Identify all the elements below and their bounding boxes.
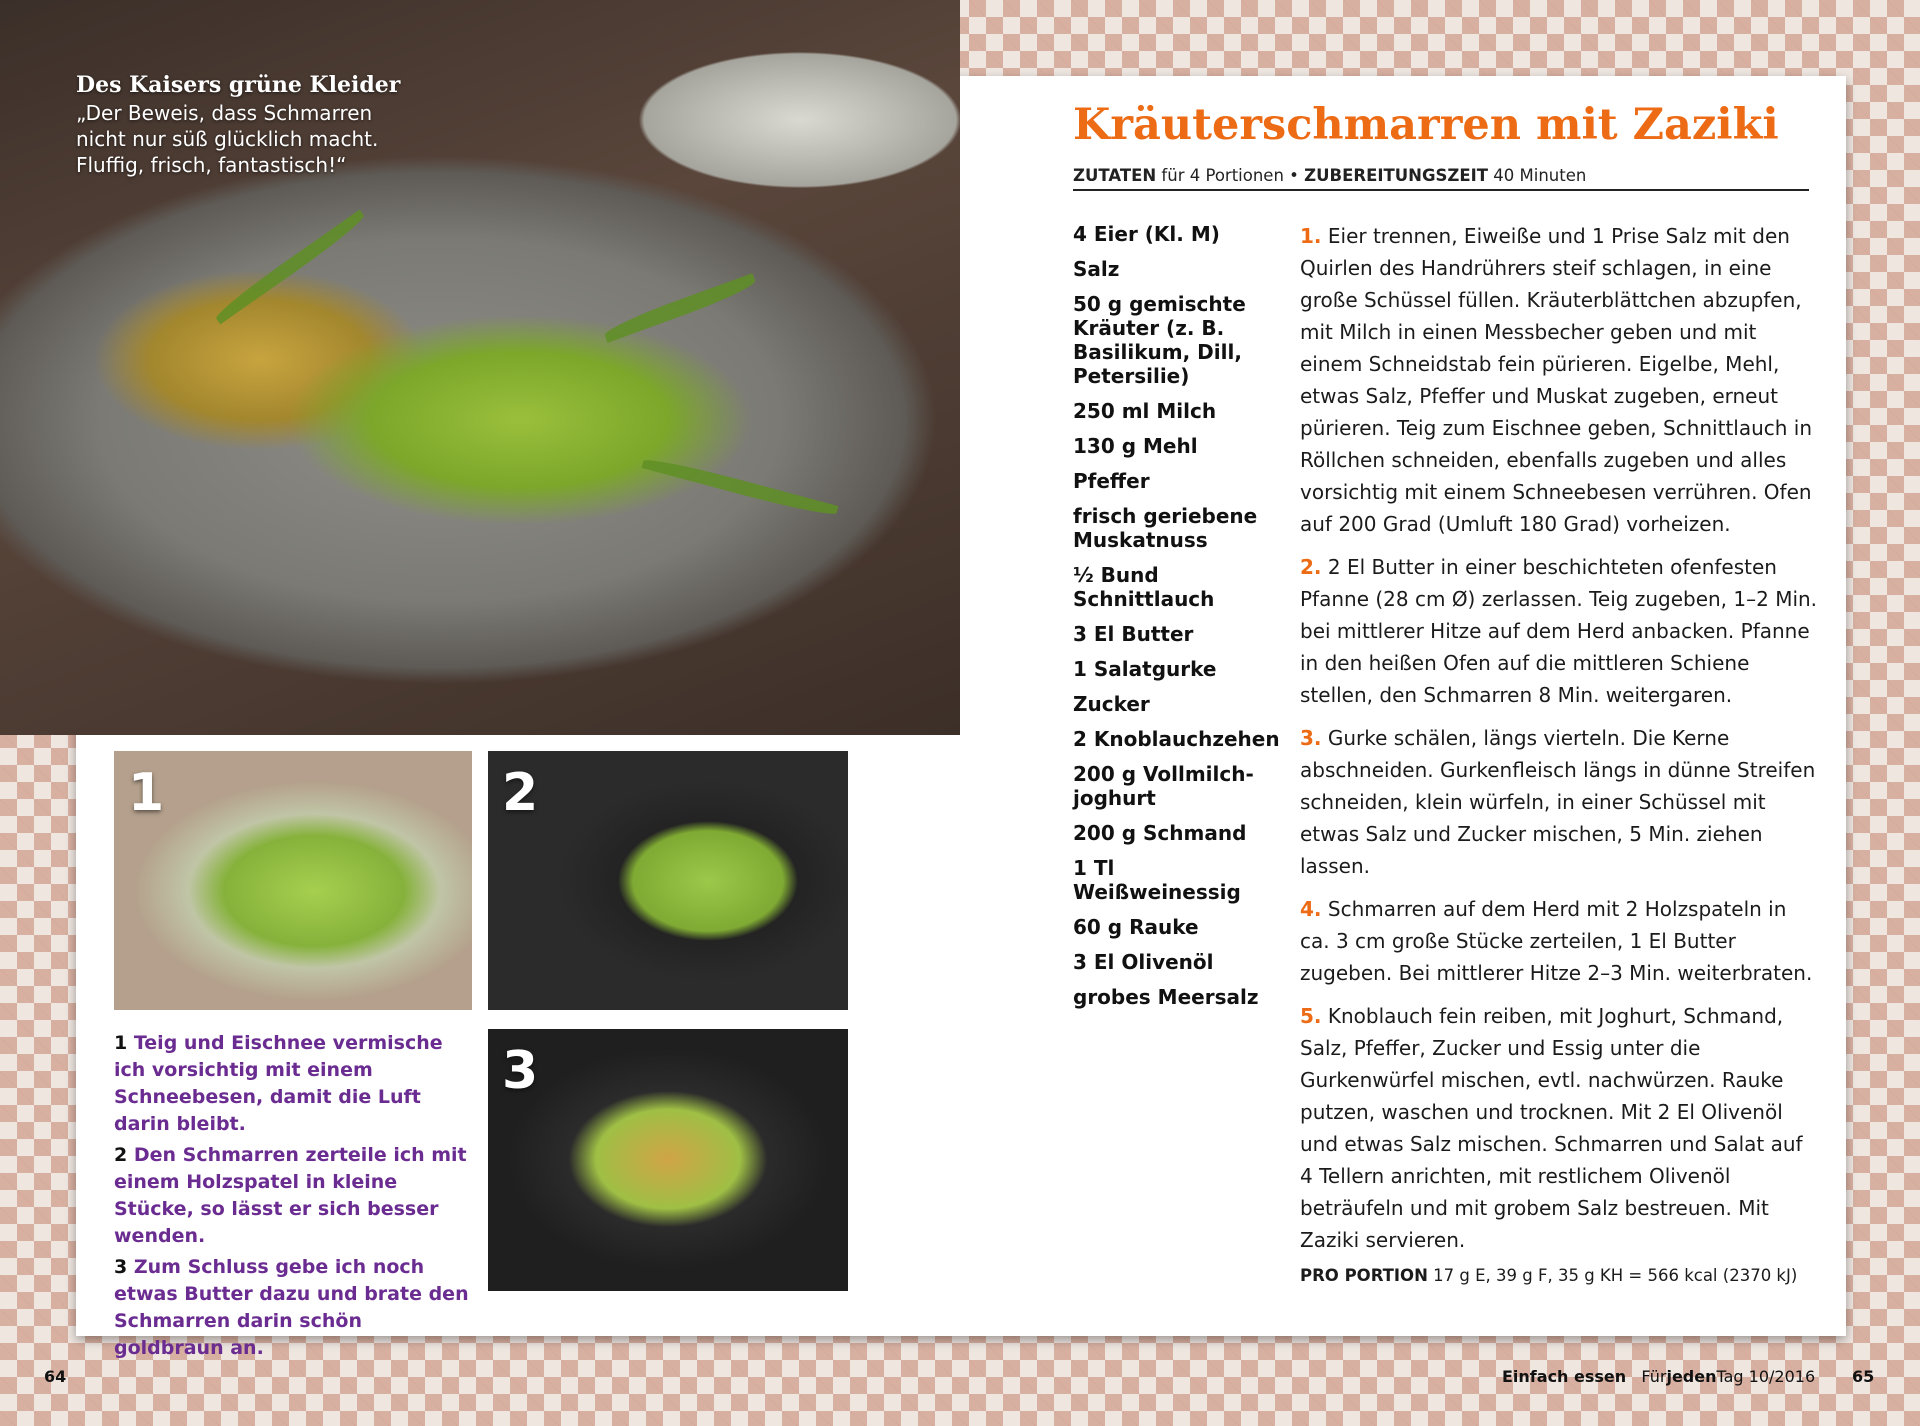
instruction-step	[1300, 722, 1820, 882]
step-caption	[114, 1030, 474, 1138]
nutrition-label: PRO PORTION	[1300, 1266, 1428, 1285]
instruction-step	[1300, 551, 1820, 711]
servings: für 4 Portionen	[1161, 166, 1284, 185]
instruction-step-text: Gurke schälen, längs vierteln. Die Kerne abschneiden. Gurkenfleisch längs in dünne Streifen schneiden, klein würfeln, in einer Schüssel mit etwas Salz und Zucker mischen, 5 Min. ziehen lassen.	[1300, 726, 1816, 878]
step-caption-text: Teig und Eischnee vermische ich vorsichtig mit einem Schneebesen, damit die Luft darin bleibt.	[114, 1032, 443, 1135]
prep-time: 40 Minuten	[1493, 166, 1587, 185]
ingredient-item: 200 g Schmand	[1073, 821, 1247, 845]
page-number-right: 65	[1852, 1367, 1875, 1386]
step-caption-number: 3	[114, 1256, 128, 1278]
ingredient-item: 200 g Vollmilch-joghurt	[1073, 762, 1254, 810]
recipe-meta	[1073, 166, 1809, 191]
step-photo-3	[488, 1029, 848, 1291]
ingredients-label: ZUTATEN	[1073, 166, 1157, 185]
step-caption-number: 1	[114, 1032, 128, 1054]
meta-separator: •	[1289, 166, 1299, 185]
instruction-step	[1300, 893, 1820, 989]
step-caption	[114, 1254, 474, 1362]
ingredient-item: 50 g gemischte Kräuter (z. B. Basilikum, Dill, Petersilie)	[1073, 292, 1246, 388]
ingredient-list	[1073, 222, 1288, 1020]
ingredient-item: 1 Salatgurke	[1073, 657, 1217, 681]
ingredient-item: grobes Meersalz	[1073, 985, 1259, 1009]
rocket-leaf-decoration	[212, 210, 367, 325]
ingredient-item: Zucker	[1073, 692, 1150, 716]
section-name: Einfach essen	[1502, 1367, 1627, 1386]
ingredient-item: 1 Tl Weißweinessig	[1073, 856, 1241, 904]
photo-caption	[76, 72, 436, 178]
caption-line: Fluffig, frisch, fantastisch!“	[76, 153, 347, 177]
step-photo-number: 2	[502, 763, 539, 823]
ingredient-item: 4 Eier (Kl. M)	[1073, 222, 1220, 246]
ingredient-item: 60 g Rauke	[1073, 915, 1199, 939]
ingredient-item: Salz	[1073, 257, 1120, 281]
caption-line: „Der Beweis, dass Schmarren	[76, 101, 373, 125]
instructions	[1300, 220, 1820, 1287]
instruction-step	[1300, 220, 1820, 540]
ingredient-item: 130 g Mehl	[1073, 434, 1198, 458]
step-photo-number: 1	[128, 763, 165, 823]
instruction-step-number: 5.	[1300, 1004, 1322, 1028]
caption-line: nicht nur süß glücklich macht.	[76, 127, 379, 151]
magazine-issue: Tag 10/2016	[1716, 1367, 1816, 1386]
page-number-left: 64	[44, 1367, 67, 1386]
rocket-leaf-decoration	[602, 273, 758, 343]
caption-title: Des Kaisers grüne Kleider	[76, 72, 401, 98]
ingredient-item: ½ Bund Schnittlauch	[1073, 563, 1215, 611]
ingredient-item: Pfeffer	[1073, 469, 1150, 493]
magazine-prefix: Für	[1641, 1367, 1667, 1386]
ingredient-item: 2 Knoblauchzehen	[1073, 727, 1280, 751]
step-caption-text: Den Schmarren zerteile ich mit einem Holzspatel in kleine Stücke, so lässt er sich besser wenden.	[114, 1144, 467, 1247]
hero-photo	[0, 0, 960, 735]
instruction-step-number: 4.	[1300, 897, 1322, 921]
ingredient-item: 250 ml Milch	[1073, 399, 1217, 423]
instruction-step-text: Schmarren auf dem Herd mit 2 Holzspateln in ca. 3 cm große Stücke zerteilen, 1 El Butter zugeben. Bei mittlerer Hitze 2–3 Min. weiterbraten.	[1300, 897, 1813, 985]
ingredient-item: frisch geriebene Muskatnuss	[1073, 504, 1258, 552]
step-caption	[114, 1142, 474, 1250]
instruction-step-number: 3.	[1300, 726, 1322, 750]
magazine-name-bold: jeden	[1666, 1367, 1717, 1386]
step-photo-number: 3	[502, 1041, 539, 1101]
nutrition-value: 17 g E, 39 g F, 35 g KH = 566 kcal (2370 kJ)	[1433, 1266, 1798, 1285]
instruction-step-text: 2 El Butter in einer beschichteten ofenfesten Pfanne (28 cm Ø) zerlassen. Teig zugeben, 1–2 Min. bei mittlerer Hitze auf dem Herd anbacken. Pfanne in den heißen Ofen auf die mittleren Schiene stellen, den Schmarren 8 Min. weitergaren.	[1300, 555, 1818, 707]
instruction-step-text: Knoblauch fein reiben, mit Joghurt, Schmand, Salz, Pfeffer, Zucker und Essig unter die Gurkenwürfel mischen, evtl. nachwürzen. Rauke putzen, waschen und trocknen. Mit 2 El Olivenöl und etwas Salz mischen. Schmarren und Salat auf 4 Tellern anrichten, mit restlichem Olivenöl beträufeln und mit grobem Salz bestreuen. Mit Zaziki servieren.	[1300, 1004, 1803, 1252]
step-caption-number: 2	[114, 1144, 128, 1166]
footer-publication	[1502, 1367, 1815, 1386]
nutrition-info	[1300, 1265, 1820, 1287]
step-captions	[114, 1030, 474, 1366]
instruction-step-number: 2.	[1300, 555, 1322, 579]
rocket-leaf-decoration	[642, 454, 839, 519]
prep-time-label: ZUBEREITUNGSZEIT	[1304, 166, 1489, 185]
recipe-title: Kräuterschmarren mit Zaziki	[1073, 100, 1779, 150]
ingredient-item: 3 El Butter	[1073, 622, 1194, 646]
instruction-step-text: Eier trennen, Eiweiße und 1 Prise Salz mit den Quirlen des Handrührers steif schlagen, in eine große Schüssel füllen. Kräuterblättchen abzupfen, mit Milch in einen Messbecher geben und mit einem Schneidstab fein pürieren. Eigelbe, Mehl, etwas Salz, Pfeffer und Muskat zugeben, erneut pürieren. Teig zum Eischnee geben, Schnittlauch in Röllchen schneiden, ebenfalls zugeben und alles vorsichtig mit einem Schneebesen verrühren. Ofen auf 200 Grad (Umluft 180 Grad) vorheizen.	[1300, 224, 1813, 536]
step-photo-2	[488, 751, 848, 1010]
caption-quote	[76, 100, 436, 178]
instruction-step	[1300, 1000, 1820, 1256]
ingredient-item: 3 El Olivenöl	[1073, 950, 1214, 974]
step-photo-1	[114, 751, 472, 1010]
instruction-step-number: 1.	[1300, 224, 1322, 248]
step-caption-text: Zum Schluss gebe ich noch etwas Butter dazu und brate den Schmarren darin schön goldbraun an.	[114, 1256, 469, 1359]
